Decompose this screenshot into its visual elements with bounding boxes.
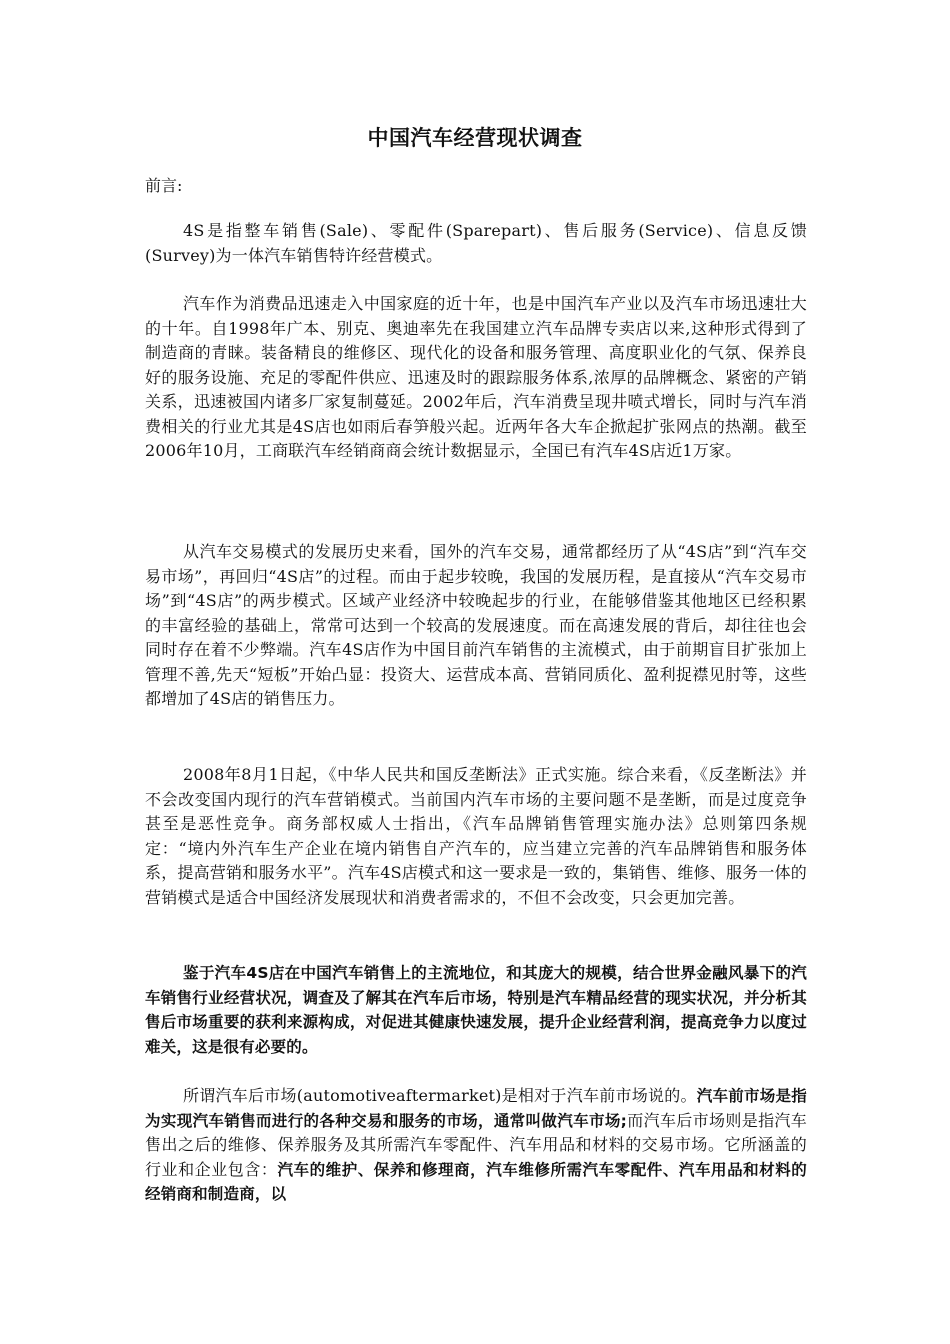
page-title: 中国汽车经营现状调查 (367, 126, 583, 150)
paragraph-antimonopoly-law: 2008年8月1日起，《中华人民共和国反垄断法》正式实施。综合来看，《反垄断法》并不会改变国内现行的汽车营销模式。当前国内汽车市场的主要问题不是垄断，而是过度竞争甚至是恶性竞争。商务部权威人士指出，《汽车品牌销售管理实施办法》总则第四条规定：“境内外汽车生产企业在境内销售自产汽车的，应当建立完善的汽车品牌销售和服务体系，提高营销和服务水平”。汽车4S店模式和这一要求是一致的，集销售、维修、服务一体的营销模式是适合中国经济发展现状和消费者需求的，不但不会改变，只会更加完善。 (145, 765, 807, 907)
paragraph-4s-definition: 4S是指整车销售(Sale)、零配件(Sparepart)、售后服务(Service)、信息反馈(Survey)为一体汽车销售特许经营模式。 (145, 221, 807, 265)
front-market-definition: 汽车前市场是指为实现汽车销售而进行的各种交易和服务的市场，通常叫做汽车市场; (145, 1087, 807, 1130)
aftermarket-scope-list: 汽车的维护、保养和修理商，汽车维修所需汽车零配件、汽车用品和材料的经销商和制造商，以 (145, 1160, 807, 1203)
aftermarket-definition: 而汽车后市场则是指汽车售出之后的维修、保养服务及其所需汽车零配件、汽车用品和材料的交易市场 (145, 1110, 807, 1154)
paragraph-trade-model-history: 从汽车交易模式的发展历史来看，国外的汽车交易，通常都经历了从“4S店”到“汽车交易市场”，再回归“4S店”的过程。而由于起步较晚，我国的发展历程，是直接从“汽车交易市场”到“4S店”的两步模式。区域产业经济中较晚起步的行业，在能够借鉴其他地区已经积累的丰富经验的基础上，常常可达到一个较高的发展速度。而在高速发展的背后，却往往也会同时存在着不少弊端。汽车4S店作为中国目前汽车销售的主流模式，由于前期盲目扩张加上管理不善,先天“短板”开始凸显：投资大、运营成本高、营销同质化、盈利捉襟见肘等，这些都增加了4S店的销售压力。 (145, 542, 807, 708)
paragraph-aftermarket-definition (145, 1084, 807, 1207)
aftermarket-scope-text: 。它所涵盖的行业和企业包含： (145, 1135, 807, 1179)
paragraph-market-growth: 汽车作为消费品迅速走入中国家庭的近十年，也是中国汽车产业以及汽车市场迅速壮大的十年。自1998年广本、别克、奥迪率先在我国建立汽车品牌专卖店以来,这种形式得到了制造商的青睐。装备精良的维修区、现代化的设备和服务管理、高度职业化的气氛、保养良好的服务设施、充足的零配件供应、迅速及时的跟踪服务体系,浓厚的品牌概念、紧密的产销关系，迅速被国内诸多厂家复制蔓延。2002年后，汽车消费呈现井喷式增长，同时与汽车消费相关的行业尤其是4S店也如雨后春笋般兴起。近两年各大车企掀起扩张网点的热潮。截至2006年10月，工商联汽车经销商商会统计数据显示，全国已有汽车4S店近1万家。 (145, 294, 807, 460)
preface-label: 前言: (145, 176, 183, 195)
aftermarket-intro-text: 所谓汽车后市场(automotiveaftermarket)是相对于汽车前市场说的。 (183, 1086, 697, 1105)
paragraph-survey-purpose: 鉴于汽车4S店在中国汽车销售上的主流地位，和其庞大的规模，结合世界金融风暴下的汽车销售行业经营状况，调查及了解其在汽车后市场，特别是汽车精品经营的现实状况，并分析其售后市场重要的获利来源构成，对促进其健康快速发展，提升企业经营利润，提高竞争力以度过难关，这是很有必要的。 (145, 964, 807, 1056)
